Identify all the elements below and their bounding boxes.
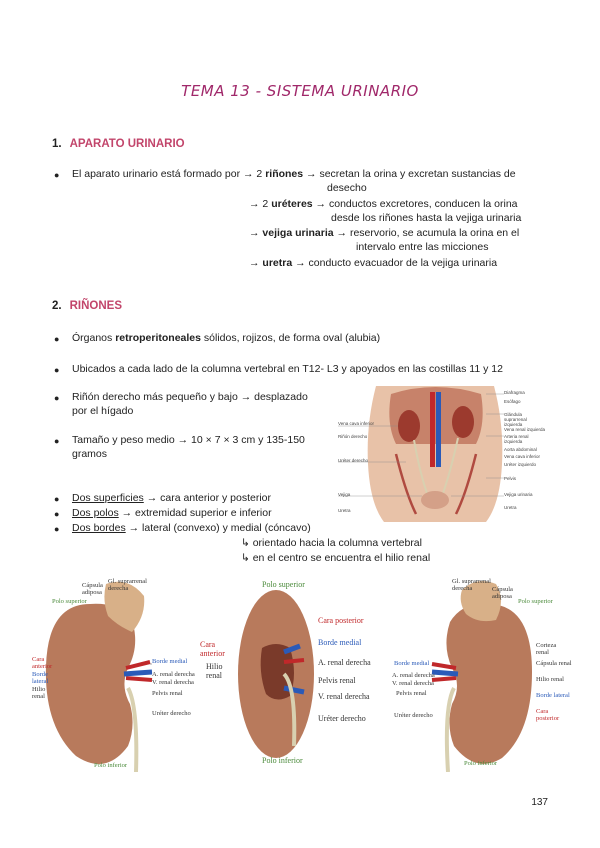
section-number: 1. — [52, 138, 62, 150]
k3-label-pelvis: Pelvis renal — [396, 690, 427, 697]
torso-label-ureter-derecho: Uréter derecho — [338, 458, 369, 463]
k1-label-polo-superior: Polo superior — [52, 598, 87, 605]
k3-label-borde-medial: Borde medial — [394, 660, 430, 667]
torso-illustration — [336, 384, 546, 522]
intro-line-2: desecho — [327, 182, 367, 194]
page-title: TEMA 13 - SISTEMA URINARIO — [181, 82, 419, 100]
ureteres-line-2: desde los riñones hasta la vejiga urinaria — [331, 212, 522, 224]
text: → secretan la orina y excretan sustancias de — [303, 168, 516, 180]
vejiga-line-2: intervalo entre las micciones — [356, 241, 489, 253]
bold-term: retroperitoneales — [115, 332, 201, 344]
k2-label-pelvis: Pelvis renal — [318, 676, 356, 685]
torso-label-vena-cava-left: Vena cava inferior — [338, 421, 375, 426]
k3-label-cara-posterior: Cara posterior — [536, 708, 560, 722]
underlined-term: Dos polos — [72, 507, 119, 519]
text: → — [249, 227, 263, 239]
bullet-icon: ● — [54, 524, 60, 534]
bordes-sub-2: ↳ en el centro se encuentra el hilio renal — [241, 552, 431, 564]
text: El aparato urinario está formado por → 2 — [72, 168, 266, 180]
k3-label-hilio: Hilio renal — [536, 676, 564, 683]
bullet-ubicacion: Ubicados a cada lado de la columna vertebral en T12- L3 y apoyados en las costillas 11 y 12 — [72, 363, 503, 375]
kidney-posterior-figure — [392, 576, 572, 772]
section-heading-1 — [52, 138, 185, 150]
k3-label-polo-superior: Polo superior — [518, 598, 553, 605]
bullet-icon: ● — [54, 365, 60, 375]
k3-label-corteza: Corteza renal — [536, 642, 557, 656]
k1-label-v-renal: V. renal derecha — [152, 679, 194, 686]
k1-label-pelvis: Pelvis renal — [152, 690, 183, 697]
torso-label-arteria-renal: Arteria renal izquierda — [504, 434, 529, 444]
torso-label-uretra-left: Uretra — [338, 508, 351, 513]
torso-label-vena-cava: Vena cava inferior — [504, 454, 541, 459]
k2-label-hilio: Hilio renal — [206, 662, 223, 680]
vejiga-line — [249, 226, 519, 240]
bullet-polos — [72, 506, 272, 520]
k3-label-capsula-renal: Cápsula renal — [536, 660, 572, 667]
torso-label-esofago: Esófago — [504, 399, 521, 404]
bullet-rinon-derecho-2: por el hígado — [72, 405, 134, 417]
k3-label-polo-inferior: Polo inferior — [464, 760, 498, 767]
section-title: RIÑONES — [69, 300, 122, 312]
bold-term: uretra — [262, 257, 293, 269]
k2-label-cara-anterior: Cara anterior — [200, 640, 225, 658]
k3-label-borde-lateral: Borde lateral — [536, 692, 570, 699]
kidney-medial-figure — [200, 576, 380, 772]
torso-label-glandula: Glándula suprarrenal izquierda — [504, 412, 527, 427]
bullet-icon: ● — [54, 436, 60, 446]
text: → conductos excretores, conducen la orina — [312, 198, 518, 210]
bullet-icon: ● — [54, 170, 60, 180]
section-number: 2. — [52, 300, 62, 312]
torso-label-ureter-izq: Uréter izquierdo — [504, 462, 537, 467]
k3-label-glandula: Gl. suprarrenal derecha — [452, 578, 491, 592]
k1-label-borde-medial: Borde medial — [152, 658, 188, 665]
torso-label-diafragma: Diafragma — [504, 390, 525, 395]
bold-term: riñones — [265, 168, 304, 180]
torso-label-aorta: Aorta abdominal — [504, 447, 537, 452]
text: → reservorio, se acumula la orina en el — [333, 227, 520, 239]
torso-label-vejiga: Vejiga urinaria — [504, 492, 533, 497]
bullet-tamano-2: gramos — [72, 448, 108, 460]
k2-label-polo-inferior: Polo inferior — [262, 756, 303, 765]
urinary-system-figure — [336, 384, 546, 522]
bullet-icon: ● — [54, 509, 60, 519]
ureteres-line — [249, 197, 518, 211]
text: → extremidad superior e inferior — [118, 507, 272, 519]
section-heading-2 — [52, 300, 122, 312]
k1-label-hilio: Hilio renal — [32, 686, 46, 700]
underlined-term: Dos bordes — [72, 522, 126, 534]
k2-label-a-renal: A. renal derecha — [318, 658, 371, 667]
underlined-term: Dos superficies — [72, 492, 144, 504]
kidney-anterior-figure — [28, 576, 198, 772]
k1-label-capsula: Cápsula adiposa — [82, 582, 103, 596]
section-title: APARATO URINARIO — [69, 138, 185, 150]
bullet-rinon-derecho: Riñón derecho más pequeño y bajo → desplazado — [72, 391, 308, 403]
k3-label-v-renal: V. renal derecha — [392, 680, 434, 687]
bullet-retroperitoneal — [72, 331, 380, 345]
bordes-sub-1: ↳ orientado hacia la columna vertebral — [241, 537, 422, 549]
torso-label-rinon-derecho: Riñón derecho — [338, 434, 368, 439]
text: Órganos — [72, 332, 116, 344]
k1-label-glandula: Gl. suprarrenal derecha — [108, 578, 147, 592]
bold-term: vejiga urinaria — [262, 227, 334, 239]
intro-line — [72, 167, 516, 181]
torso-label-vena-renal: Vena renal izquierda — [504, 427, 546, 432]
page-number: 137 — [531, 797, 548, 808]
text: sólidos, rojizos, de forma oval (alubia) — [200, 332, 381, 344]
k1-label-polo-inferior: Polo inferior — [94, 762, 128, 769]
uretra-line — [249, 256, 497, 270]
k3-label-ureter: Uréter derecho — [394, 712, 433, 719]
text: → 2 — [249, 198, 272, 210]
k3-label-a-renal: A. renal derecha — [392, 672, 435, 679]
text: → — [249, 257, 263, 269]
k2-label-ureter: Uréter derecho — [318, 714, 366, 723]
k2-label-cara-posterior: Cara posterior — [318, 616, 364, 625]
bullet-icon: ● — [54, 494, 60, 504]
text: → cara anterior y posterior — [143, 492, 271, 504]
torso-label-pelvis: Pelvis — [504, 476, 517, 481]
bullet-icon: ● — [54, 334, 60, 344]
text: → lateral (convexo) y medial (cóncavo) — [125, 522, 311, 534]
k3-label-capsula: Cápsula adiposa — [492, 586, 513, 600]
text: → conducto evacuador de la vejiga urinaria — [292, 257, 498, 269]
bold-term: uréteres — [271, 198, 313, 210]
bullet-superficies — [72, 491, 271, 505]
torso-label-vejiga-left: Vejiga — [338, 492, 351, 497]
k1-label-ureter: Uréter derecho — [152, 710, 191, 717]
k2-label-borde-medial: Borde medial — [318, 638, 362, 647]
k2-label-v-renal: V. renal derecha — [318, 692, 370, 701]
k1-label-a-renal: A. renal derecha — [152, 671, 195, 678]
bullet-bordes — [72, 521, 311, 535]
k2-label-polo-superior: Polo superior — [262, 580, 305, 589]
k1-label-cara-anterior: Cara anterior — [32, 656, 53, 670]
bullet-tamano: Tamaño y peso medio → 10 × 7 × 3 cm y 135-150 — [72, 434, 305, 446]
torso-label-uretra: Uretra — [504, 505, 517, 510]
k1-label-borde-lateral: Borde lateral — [32, 671, 49, 685]
bullet-icon: ● — [54, 393, 60, 403]
